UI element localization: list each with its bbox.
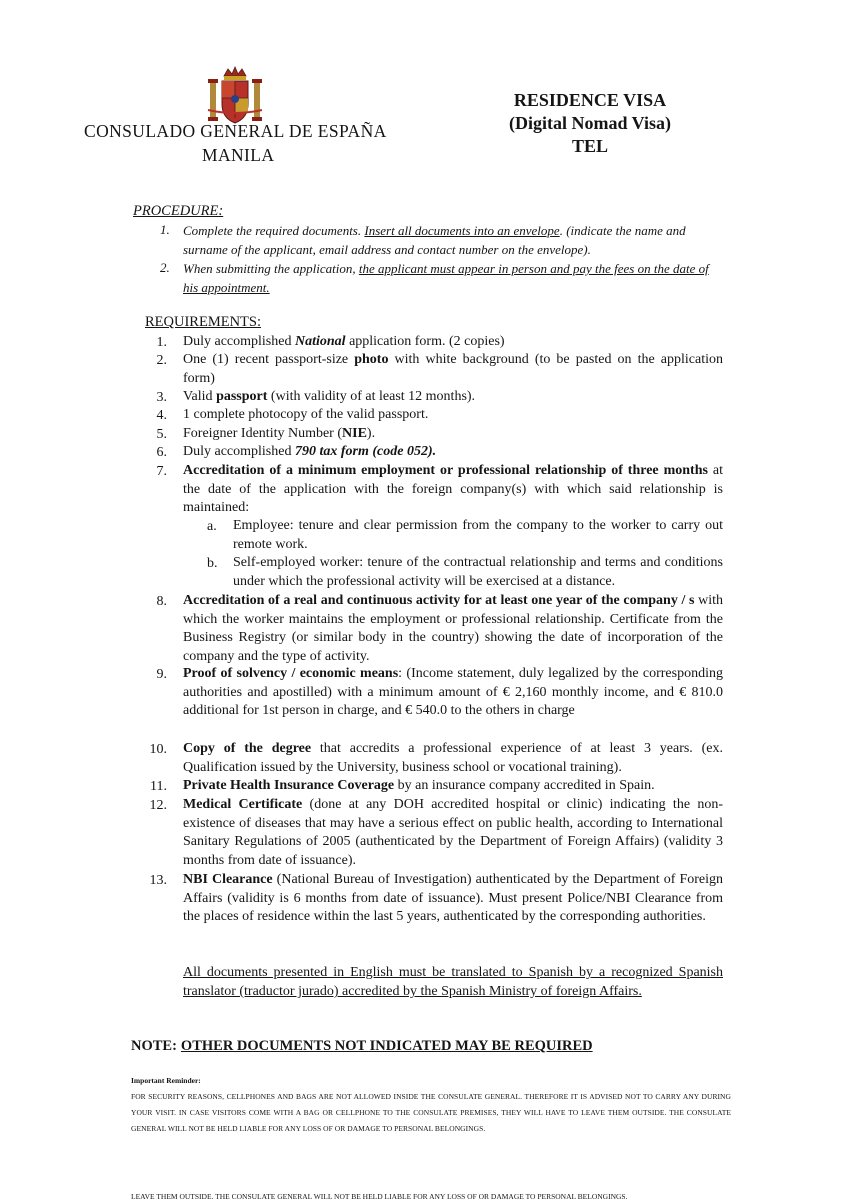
sub-item: Self-employed worker: tenure of the contractual relationship and terms and conditions under which the professional activity will be exercised at a distance. bbox=[233, 555, 723, 589]
requirement-item: Proof of solvency / economic means: (Income statement, duly legalized by the corresponding authorities and apostilled) with a minimum amount of € 2,160 monthly income, and € 810.0 additional for 1st person in charge, and € 540.0 to the others in charge bbox=[183, 666, 723, 718]
note-text: OTHER DOCUMENTS NOT INDICATED MAY BE REQUIRED bbox=[180, 1038, 593, 1054]
requirement-item: Medical Certificate (done at any DOH accredited hospital or clinic) indicating the non-existence of diseases that may have a serious effect on public health, according to International Sanitary Regulations of 2005 (authenticated by the Department of Foreign Affairs) (validity 3 months from date of issuance). bbox=[183, 797, 723, 868]
requirement-number: 8. bbox=[156, 594, 167, 609]
visa-title-line1: RESIDENCE VISA bbox=[513, 90, 667, 110]
consulate-name: CONSULADO GENERAL DE ESPAÑA bbox=[84, 121, 387, 141]
procedure-heading: PROCEDURE: bbox=[133, 203, 224, 219]
requirement-number: 5. bbox=[156, 427, 167, 442]
reminder-title: Important Reminder: bbox=[131, 1076, 201, 1085]
reminder-text: FOR SECURITY REASONS, CELLPHONES AND BAGS ARE NOT ALLOWED INSIDE THE CONSULATE GENERAL. THEREFORE IT IS ADVISED NOT TO CARRY ANY DURING YOUR VISIT. IN CASE VISITORS COME WITH A BAG OR CELLPHONE TO THE CONSULATE PREMISES, THEY WILL HAVE TO LEAVE THEM OUTSIDE. THE CONSULATE GENERAL WILL NOT BE HELD LIABLE FOR ANY LOSS OF OR DAMAGE TO PERSONAL BELONGINGS. bbox=[131, 1092, 731, 1133]
procedure-item-number: 1. bbox=[160, 222, 170, 237]
sub-item-letter: b. bbox=[207, 556, 218, 571]
requirement-item: 1 complete photocopy of the valid passport. bbox=[183, 407, 429, 422]
procedure-item: Complete the required documents. Insert all documents into an envelope. (indicate the name and surname of the applicant, email address and contact number on the envelope). bbox=[183, 223, 686, 257]
requirement-item: One (1) recent passport-size photo with white background (to be pasted on the application form) bbox=[183, 352, 723, 386]
requirement-item: Foreigner Identity Number (NIE). bbox=[183, 426, 376, 441]
requirement-item: NBI Clearance (National Bureau of Investigation) authenticated by the Department of Foreign Affairs (validity is 6 months from date of issuance). Must present Police/NBI Clearance from the places of residence within the last 5 years, authenticated by the corresponding authorities. bbox=[183, 872, 723, 924]
requirement-number: 3. bbox=[156, 390, 167, 405]
note bbox=[131, 1038, 593, 1055]
requirement-item: Copy of the degree that accredits a professional experience of at least 3 years. (ex. Qualification issued by the University, business school or vocational training). bbox=[183, 741, 724, 775]
requirement-number: 4. bbox=[156, 408, 167, 423]
sub-item: Employee: tenure and clear permission from the company to the worker to carry out remote work. bbox=[233, 518, 723, 552]
requirement-number: 13. bbox=[149, 873, 167, 888]
procedure-item-number: 2. bbox=[160, 260, 170, 275]
consulate-city: MANILA bbox=[202, 145, 275, 165]
requirement-item: Valid passport (with validity of at least 12 months). bbox=[183, 389, 476, 404]
requirement-number: 6. bbox=[156, 445, 167, 460]
requirement-number: 11. bbox=[150, 779, 167, 794]
requirement-number: 2. bbox=[156, 353, 167, 368]
requirement-item: Accreditation of a real and continuous activity for at least one year of the company / s with which the worker maintains the employment or professional relationship. Certificate from the Business Registry (or similar body in the country) showing the date of incorporation of the company and the type of activity. bbox=[183, 593, 724, 664]
sub-item-letter: a. bbox=[207, 519, 217, 534]
procedure-item: When submitting the application, the applicant must appear in person and pay the fees on the date of his appointment. bbox=[183, 261, 709, 295]
requirement-item: Private Health Insurance Coverage by an insurance company accredited in Spain. bbox=[183, 778, 655, 793]
requirement-number: 7. bbox=[156, 464, 167, 479]
requirement-number: 1. bbox=[156, 335, 167, 350]
requirement-item: Accreditation of a minimum employment or professional relationship of three months at the date of the application with the foreign company(s) with which said relationship is maintained: bbox=[183, 463, 724, 515]
visa-title-line2: (Digital Nomad Visa) bbox=[509, 113, 671, 133]
translation-requirement: All documents presented in English must be translated to Spanish by a recognized Spanish translator (traductor jurado) accredited by the Spanish Ministry of foreign Affairs. bbox=[183, 965, 723, 999]
visa-title bbox=[500, 89, 680, 158]
spanish-coat-of-arms-icon bbox=[206, 66, 264, 126]
requirement-number: 12. bbox=[149, 798, 167, 813]
footer-fragment: LEAVE THEM OUTSIDE. THE CONSULATE GENERAL WILL NOT BE HELD LIABLE FOR ANY LOSS OF OR DAMAGE TO PERSONAL BELONGINGS. bbox=[131, 1192, 628, 1201]
requirements-heading: REQUIREMENTS: bbox=[145, 314, 261, 330]
requirement-item: Duly accomplished 790 tax form (code 052). bbox=[183, 444, 437, 459]
note-label: NOTE: bbox=[131, 1038, 177, 1054]
requirement-number: 10. bbox=[149, 742, 167, 757]
visa-title-line3: TEL bbox=[571, 136, 609, 156]
requirement-number: 9. bbox=[156, 667, 167, 682]
requirement-item: Duly accomplished National application form. (2 copies) bbox=[183, 334, 505, 349]
